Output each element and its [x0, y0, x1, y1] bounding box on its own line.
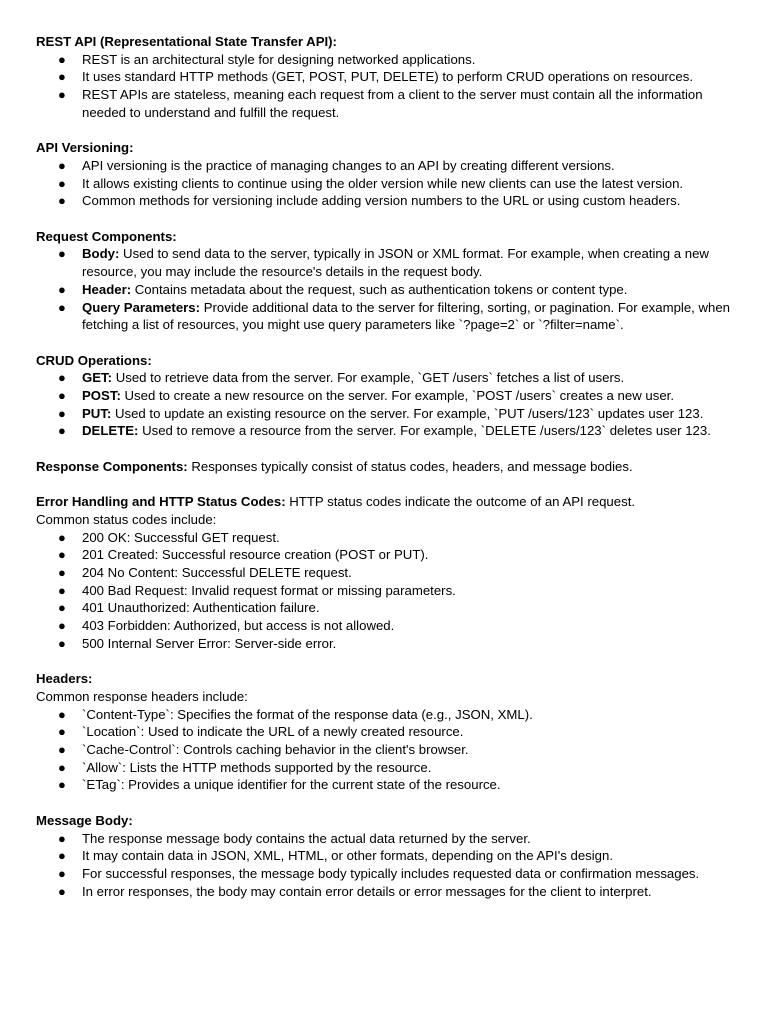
list-item	[58, 387, 738, 405]
bullet-icon: ●	[58, 529, 66, 545]
bullet-icon: ●	[58, 724, 66, 740]
list-item	[58, 883, 738, 901]
list-item-text: The response message body contains the actual data returned by the server.	[82, 830, 531, 846]
list-item	[58, 741, 738, 759]
bullet-icon: ●	[58, 405, 66, 421]
list-item-text: Used to update an existing resource on the server. For example, `PUT /users/123` updates user 123.	[111, 405, 704, 421]
list-item-text: Used to send data to the server, typically in JSON or XML format. For example, when creating a new resource, you may include the resource's details in the request body.	[82, 246, 709, 280]
list-item-text: REST is an architectural style for designing networked applications.	[82, 51, 476, 67]
list-item-text: `Allow`: Lists the HTTP methods supported by the resource.	[82, 759, 432, 775]
bullet-icon: ●	[58, 193, 66, 209]
list-item-text: `ETag`: Provides a unique identifier for the current state of the resource.	[82, 777, 501, 793]
list-item	[58, 706, 738, 724]
list-item	[58, 865, 738, 883]
list-item	[58, 564, 738, 582]
section-heading: REST API (Representational State Transfer API):	[36, 34, 337, 49]
list-item	[58, 175, 738, 193]
section-heading: Headers:	[36, 671, 93, 687]
list-item-term: DELETE:	[82, 423, 139, 439]
list-item	[58, 617, 738, 635]
bullet-icon: ●	[58, 777, 66, 793]
list-item-text: `Location`: Used to indicate the URL of a newly created resource.	[82, 724, 464, 740]
bullet-list	[36, 369, 738, 440]
list-item-term: GET:	[82, 370, 113, 386]
bullet-icon: ●	[58, 635, 66, 651]
section-heading: CRUD Operations:	[36, 352, 152, 368]
section-intro: Common response headers include:	[36, 688, 248, 704]
list-item	[58, 599, 738, 617]
section-heading: Error Handling and HTTP Status Codes:	[36, 494, 286, 510]
list-item	[58, 635, 738, 653]
list-item	[58, 529, 738, 547]
bullet-icon: ●	[58, 742, 66, 758]
bullet-icon: ●	[58, 848, 66, 864]
bullet-list	[36, 51, 738, 122]
list-item	[58, 281, 738, 299]
list-item-text: 400 Bad Request: Invalid request format or missing parameters.	[82, 582, 456, 598]
list-item-text: Common methods for versioning include adding version numbers to the URL or using custom headers.	[82, 193, 681, 209]
list-item-term: PUT:	[82, 405, 112, 421]
list-item	[58, 546, 738, 564]
list-item-text: Used to create a new resource on the server. For example, `POST /users` creates a new user.	[120, 388, 674, 404]
bullet-icon: ●	[58, 299, 66, 315]
list-item	[58, 422, 738, 440]
bullet-icon: ●	[58, 618, 66, 634]
bullet-icon: ●	[58, 547, 66, 563]
section-message-body	[36, 812, 738, 901]
bullet-list	[36, 830, 738, 901]
bullet-icon: ●	[58, 246, 66, 262]
bullet-list	[36, 157, 738, 210]
section-error-handling	[36, 493, 738, 652]
list-item-text: Contains metadata about the request, such as authentication tokens or content type.	[131, 281, 628, 297]
list-item-text: 201 Created: Successful resource creation (POST or PUT).	[82, 547, 429, 563]
bullet-icon: ●	[58, 69, 66, 85]
list-item	[58, 245, 738, 280]
bullet-icon: ●	[58, 883, 66, 899]
list-item	[58, 51, 738, 69]
list-item-text: 500 Internal Server Error: Server-side error.	[82, 635, 337, 651]
bullet-icon: ●	[58, 388, 66, 404]
bullet-icon: ●	[58, 51, 66, 67]
bullet-icon: ●	[58, 865, 66, 881]
section-inline-text: Responses typically consist of status codes, headers, and message bodies.	[187, 458, 633, 474]
list-item-text: It allows existing clients to continue using the older version while new clients can use the latest version.	[82, 175, 684, 191]
bullet-icon: ●	[58, 706, 66, 722]
bullet-icon: ●	[58, 157, 66, 173]
section-rest-api	[36, 33, 738, 122]
list-item	[58, 759, 738, 777]
list-item-text: 401 Unauthorized: Authentication failure.	[82, 600, 320, 616]
section-paragraph	[36, 458, 738, 476]
bullet-icon: ●	[58, 370, 66, 386]
list-item-text: `Content-Type`: Specifies the format of the response data (e.g., JSON, XML).	[82, 706, 533, 722]
list-item	[58, 157, 738, 175]
list-item-text: Used to retrieve data from the server. For example, `GET /users` fetches a list of users.	[112, 370, 625, 386]
bullet-icon: ●	[58, 87, 66, 103]
section-intro: Common status codes include:	[36, 511, 217, 527]
list-item-text: Provide additional data to the server for filtering, sorting, or pagination. For example, when fetching a list of resources, you might use query parameters like `?page=2` or `?filter=name`.	[82, 299, 731, 333]
list-item-text: 403 Forbidden: Authorized, but access is not allowed.	[82, 618, 395, 634]
section-api-versioning	[36, 139, 738, 210]
bullet-list	[36, 706, 738, 795]
list-item	[58, 723, 738, 741]
bullet-icon: ●	[58, 582, 66, 598]
section-heading: Message Body:	[36, 812, 133, 828]
bullet-list	[36, 529, 738, 653]
bullet-list	[36, 245, 738, 334]
list-item-term: Body:	[82, 246, 120, 262]
list-item-text: 204 No Content: Successful DELETE request.	[82, 565, 352, 581]
list-item-text: It may contain data in JSON, XML, HTML, or other formats, depending on the API's design.	[82, 848, 614, 864]
list-item-text: REST APIs are stateless, meaning each request from a client to the server must contain all the information needed to understand and fulfill the request.	[82, 87, 703, 120]
list-item	[58, 68, 738, 86]
section-headers	[36, 670, 738, 794]
list-item	[58, 847, 738, 865]
list-item-text: `Cache-Control`: Controls caching behavior in the client's browser.	[82, 742, 469, 758]
bullet-icon: ●	[58, 423, 66, 439]
list-item-text: API versioning is the practice of managing changes to an API by creating different versions.	[82, 157, 615, 173]
bullet-icon: ●	[58, 175, 66, 191]
list-item	[58, 192, 738, 210]
list-item	[58, 830, 738, 848]
list-item	[58, 405, 738, 423]
list-item-term: Query Parameters:	[82, 299, 201, 315]
list-item-text: 200 OK: Successful GET request.	[82, 529, 280, 545]
bullet-icon: ●	[58, 565, 66, 581]
list-item	[58, 86, 738, 121]
section-heading: Response Components:	[36, 458, 188, 474]
section-heading: API Versioning:	[36, 140, 134, 156]
bullet-icon: ●	[58, 281, 66, 297]
list-item	[58, 582, 738, 600]
list-item-term: POST:	[82, 388, 121, 404]
section-crud-operations	[36, 352, 738, 441]
list-item-text: It uses standard HTTP methods (GET, POST, PUT, DELETE) to perform CRUD operations on resources.	[82, 69, 693, 85]
section-request-components	[36, 228, 738, 334]
list-item-text: For successful responses, the message body typically includes requested data or confirmation messages.	[82, 865, 700, 881]
list-item-text: In error responses, the body may contain error details or error messages for the client to interpret.	[82, 883, 652, 899]
list-item	[58, 299, 738, 334]
section-paragraph	[36, 493, 738, 511]
section-heading: Request Components:	[36, 228, 177, 244]
bullet-icon: ●	[58, 600, 66, 616]
list-item-term: Header:	[82, 281, 132, 297]
bullet-icon: ●	[58, 759, 66, 775]
section-inline-text: HTTP status codes indicate the outcome of an API request.	[285, 494, 636, 510]
list-item-text: Used to remove a resource from the server. For example, `DELETE /users/123` deletes user 123.	[138, 423, 711, 439]
list-item	[58, 776, 738, 794]
list-item	[58, 369, 738, 387]
section-response-components	[36, 458, 738, 476]
bullet-icon: ●	[58, 830, 66, 846]
